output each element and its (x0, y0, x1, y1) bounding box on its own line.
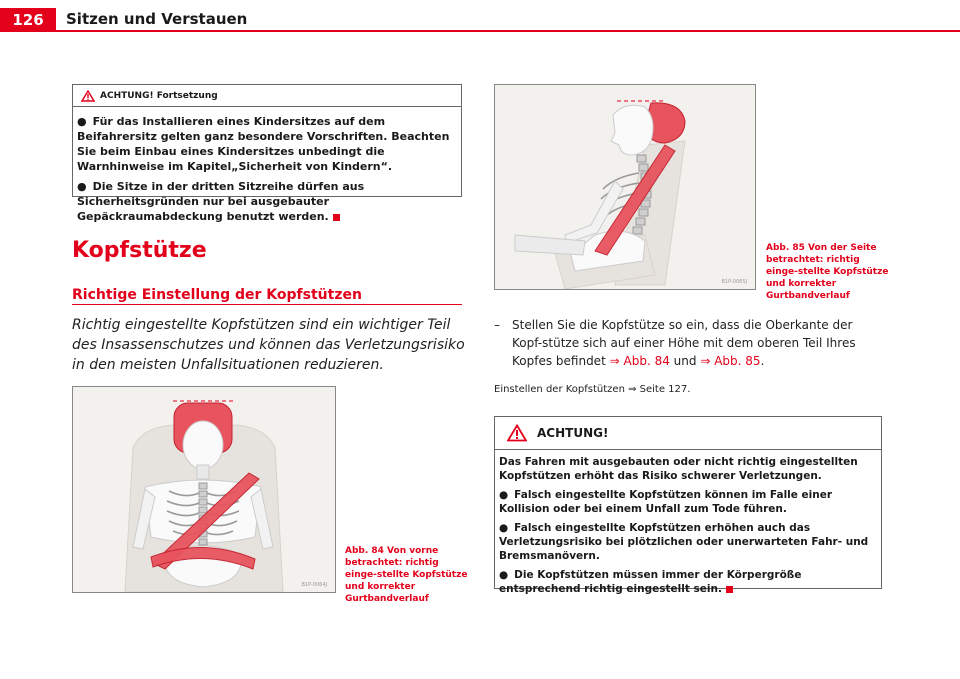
header-rule (56, 30, 960, 32)
warning-bullet: ● Falsch eingestellte Kopfstützen erhöhen auch das Verletzungsrisiko bei plötzlichen oder unerwarteten Fahr- und Bremsmanövern. (499, 521, 877, 563)
step-end: . (760, 354, 765, 368)
warning-continued-bullet: ● Die Sitze in der dritten Sitzreihe dürfen aus Sicherheitsgründen nur bei ausgebauter Gepäckraumabdeckung benutzt werden. (77, 179, 457, 224)
section-title: Kopfstütze (72, 238, 207, 263)
link-figure-84[interactable]: Abb. 84 (623, 354, 670, 368)
end-mark-icon (726, 586, 733, 593)
link-figure-85[interactable]: Abb. 85 (714, 354, 761, 368)
section-intro: Richtig eingestellte Kopfstützen sind ein wichtiger Teil des Insassenschutzes und können das Verletzungsrisiko in den meisten Unfallsituationen reduzieren. (72, 317, 465, 373)
figure-85-side-view (494, 84, 756, 290)
cross-reference[interactable]: Einstellen der Kopfstützen ⇒ Seite 127. (494, 384, 691, 395)
warning-continued-body (73, 107, 461, 224)
subtitle-rule (72, 304, 462, 305)
figure-84-code: B1P-0064J (301, 582, 327, 588)
warning-continued-bullet: ● Für das Installieren eines Kindersitzes auf dem Beifahrersitz gelten ganz besondere Vorschriften. Beachten Sie beim Einbau eines Kindersitzes unbedingt die Warnhinweise im Kapitel„Sicherheit von Kindern“. (77, 114, 457, 174)
warning-box (494, 416, 882, 595)
section-subtitle: Richtige Einstellung der Kopfstützen (72, 287, 362, 303)
warning-triangle-icon (507, 424, 527, 442)
warning-continued-header (73, 85, 461, 107)
page-number: 126 (0, 8, 56, 32)
arrow-icon: ⇒ (609, 354, 620, 368)
skeleton-front-illustration (73, 387, 335, 592)
warning-intro: Das Fahren mit ausgebauten oder nicht richtig eingestellten Kopfstützen erhöht das Risiko schwerer Verletzungen. (499, 456, 858, 482)
figure-85-code: B1P-0065J (721, 279, 747, 285)
figure-85-caption: Abb. 85 Von der Seite betrachtet: richtig einge-stellte Kopfstütze und korrekter Gurtbandverlauf (766, 243, 889, 301)
warning-body (495, 450, 881, 596)
skeleton-side-illustration (495, 85, 755, 289)
figure-84-caption: Abb. 84 Von vorne betrachtet: richtig einge-stellte Kopfstütze und korrekter Gurtbandverlauf (345, 546, 468, 604)
figure-84-front-view (72, 386, 336, 593)
step-dash: – (494, 318, 500, 332)
warning-triangle-icon (81, 90, 95, 102)
step-and: und (673, 354, 697, 368)
end-mark-icon (333, 214, 340, 221)
warning-bullet: ● Die Kopfstützen müssen immer der Körpergröße entsprechend richtig eingestellt sein. (499, 568, 877, 596)
warning-bullet: ● Falsch eingestellte Kopfstützen können im Falle einer Kollision oder bei einem Unfall zum Tode führen. (499, 488, 877, 516)
step-text: Stellen Sie die Kopfstütze so ein, dass die Oberkante der Kopf-stütze sich auf einer Höhe mit dem oberen Teil Ihres Kopfes befindet (512, 318, 856, 368)
warning-title: ACHTUNG! (537, 426, 609, 440)
chapter-title: Sitzen und Verstauen (66, 10, 248, 28)
instruction-step (494, 316, 884, 370)
arrow-icon: ⇒ (700, 354, 711, 368)
warning-continued-box (72, 84, 462, 223)
warning-continued-title: ACHTUNG! Fortsetzung (100, 90, 218, 101)
warning-header (495, 417, 881, 450)
